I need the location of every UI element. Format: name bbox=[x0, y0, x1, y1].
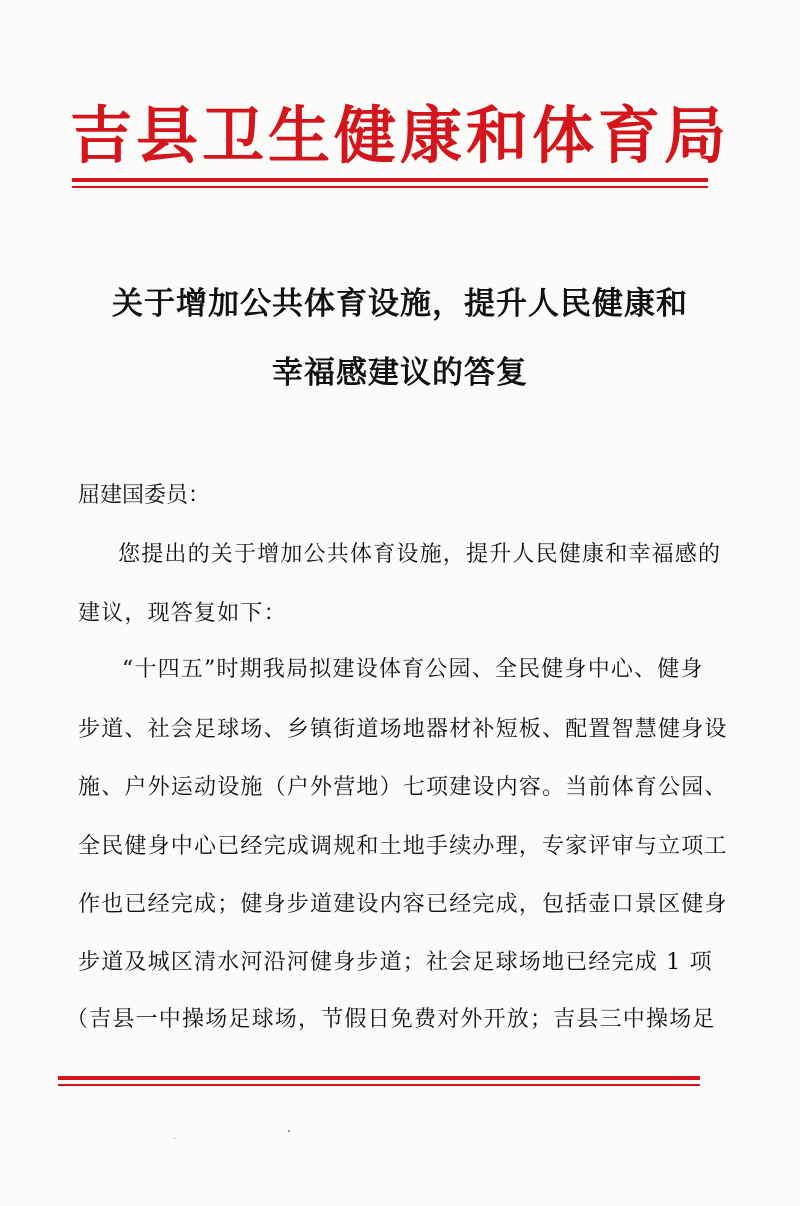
salutation: 屈建国委员： bbox=[78, 483, 211, 508]
body-line-6: 全民健身中心已经完成调规和土地手续办理，专家评审与立项工 bbox=[78, 834, 728, 859]
body-line-2: 建议，现答复如下： bbox=[78, 601, 287, 626]
scan-speck bbox=[174, 1138, 175, 1139]
document-title-line-2: 幸福感建议的答复 bbox=[272, 355, 528, 391]
body-line-3: “十四五”时期我局拟建设体育公园、全民健身中心、健身 bbox=[122, 657, 704, 682]
body-line-7: 作也已经完成；健身步道建设内容已经完成，包括壶口景区健身 bbox=[78, 892, 728, 917]
body-line-8: 步道及城区清水河沿河健身步道；社会足球场地已经完成 1 项 bbox=[78, 950, 713, 975]
body-line-4: 步道、社会足球场、乡镇街道场地器材补短板、配置智慧健身设 bbox=[78, 717, 728, 742]
letterhead-org-name: 吉县卫生健康和体育局 bbox=[69, 99, 730, 172]
document-title-line-1: 关于增加公共体育设施，提升人民健康和 bbox=[112, 286, 688, 322]
footer-red-rule-thick bbox=[58, 1076, 700, 1080]
body-line-9: （吉县一中操场足球场，节假日免费对外开放；吉县三中操场足 bbox=[66, 1007, 716, 1032]
body-line-1: 您提出的关于增加公共体育设施，提升人民健康和幸福感的 bbox=[118, 542, 722, 567]
letterhead-red-rule-thick bbox=[72, 178, 708, 182]
scan-speck bbox=[288, 1130, 290, 1132]
body-line-5: 施、户外运动设施（户外营地）七项建设内容。当前体育公园、 bbox=[78, 775, 728, 800]
letterhead-red-rule-thin bbox=[72, 186, 708, 188]
footer-red-rule-thin bbox=[58, 1084, 700, 1086]
